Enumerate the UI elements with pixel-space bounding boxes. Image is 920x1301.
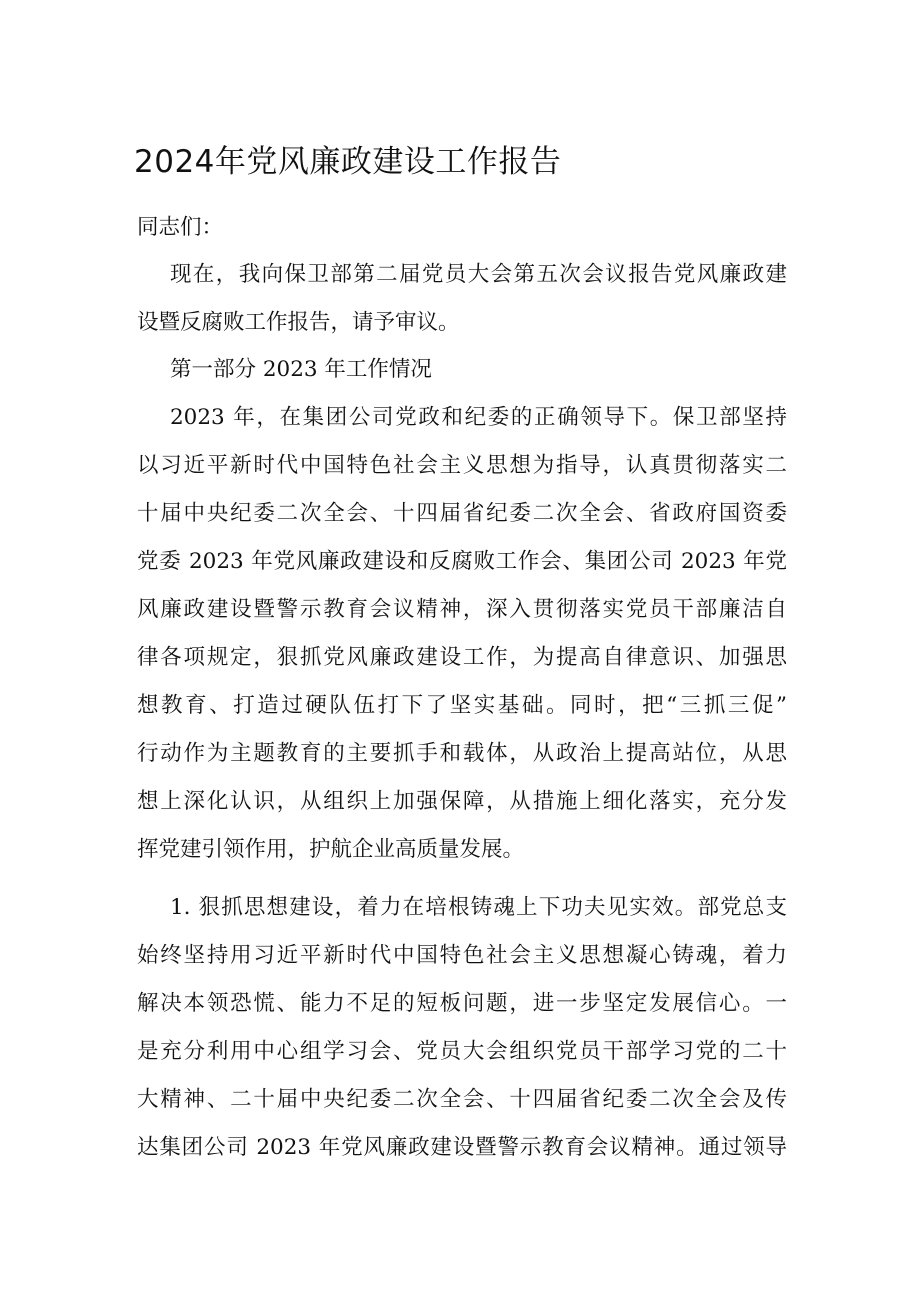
paragraph-line: 现在，我向保卫部第二届党员大会第五次会议报告党风廉政建 [170,262,787,287]
paragraph-line: 设暨反腐败工作报告，请予审议。 [137,310,460,335]
paragraph-line: 挥党建引领作用，护航企业高质量发展。 [137,837,525,862]
paragraph-line: 解决本领恐慌、能力不足的短板问题，进一步坚定发展信心。一 [137,991,787,1016]
document-title: 2024年党风廉政建设工作报告 [134,144,562,180]
paragraph-line: 1. 狠抓思想建设，着力在培根铸魂上下功夫见实效。部党总支 [170,895,787,920]
paragraph-line: 想上深化认识，从组织上加强保障，从措施上细化落实，充分发 [137,789,787,814]
paragraph-line: 是充分利用中心组学习会、党员大会组织党员干部学习党的二十 [137,1039,787,1064]
salutation: 同志们： [137,215,224,240]
paragraph-line: 十届中央纪委二次全会、十四届省纪委二次全会、省政府国资委 [137,501,787,526]
paragraph-line: 达集团公司 2023 年党风廉政建设暨警示教育会议精神。通过领导 [137,1135,787,1160]
paragraph-line: 2023 年，在集团公司党政和纪委的正确领导下。保卫部坚持 [170,405,787,430]
paragraph-line: 想教育、打造过硬队伍打下了坚实基础。同时，把“三抓三促” [137,693,787,718]
section-heading: 第一部分 2023 年工作情况 [170,357,432,382]
paragraph-line: 行动作为主题教育的主要抓手和载体，从政治上提高站位，从思 [137,741,787,766]
paragraph-line: 始终坚持用习近平新时代中国特色社会主义思想凝心铸魂，着力 [137,943,787,968]
paragraph-line: 党委 2023 年党风廉政建设和反腐败工作会、集团公司 2023 年党 [137,549,787,574]
paragraph-line: 律各项规定，狠抓党风廉政建设工作，为提高自律意识、加强思 [137,645,787,670]
paragraph-line: 风廉政建设暨警示教育会议精神，深入贯彻落实党员干部廉洁自 [137,597,787,622]
paragraph-line: 以习近平新时代中国特色社会主义思想为指导，认真贯彻落实二 [137,453,787,478]
paragraph-line: 大精神、二十届中央纪委二次全会、十四届省纪委二次全会及传 [137,1087,787,1112]
